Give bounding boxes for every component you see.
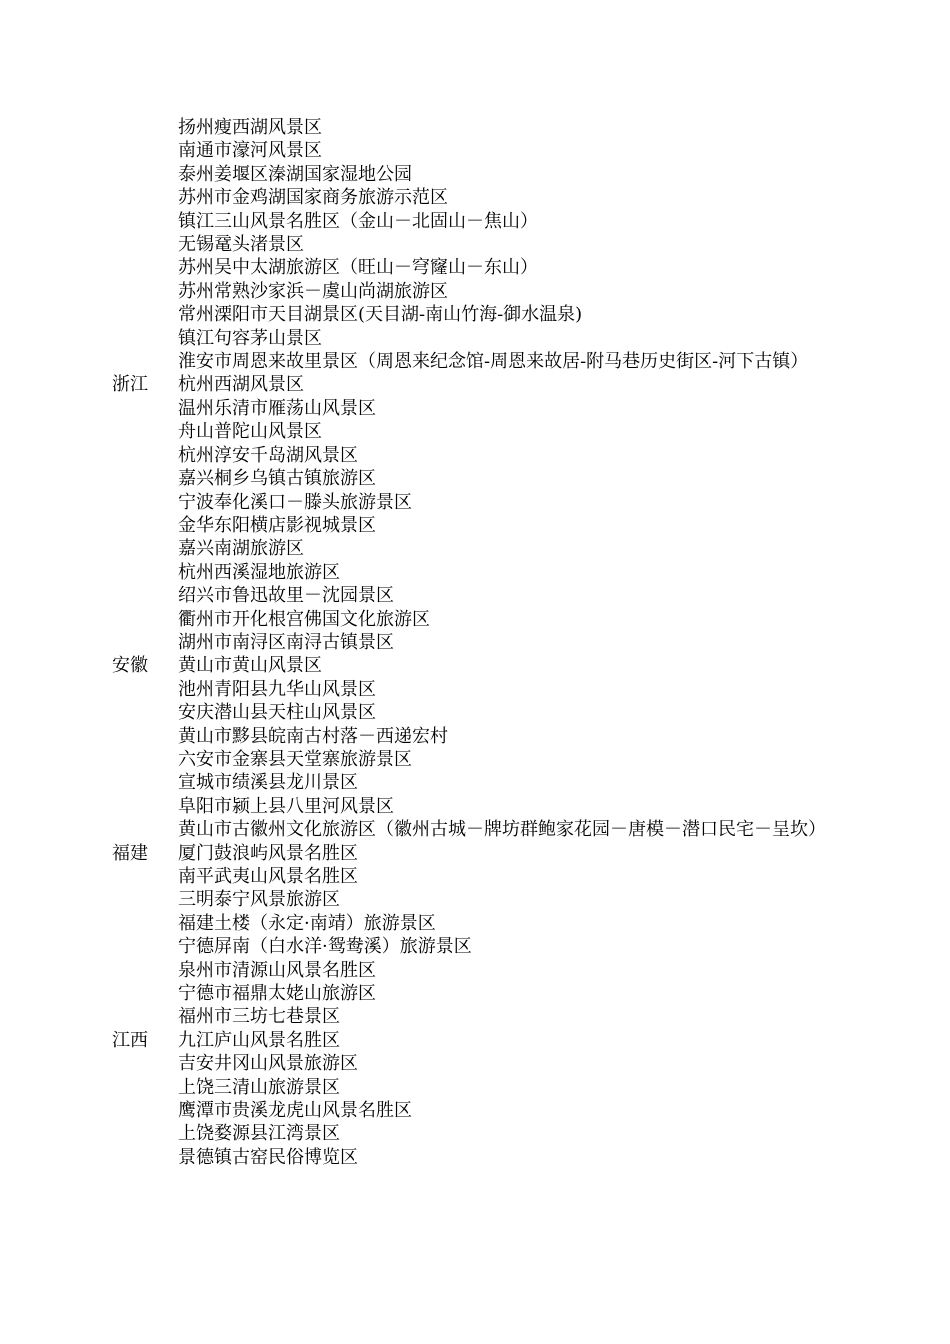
scenic-area-item: 吉安井冈山风景旅游区 (178, 1053, 358, 1075)
scenic-area-item: 扬州瘦西湖风景区 (178, 117, 322, 138)
province-section (0, 1029, 950, 1169)
scenic-area-item: 宁德屏南（白水洋·鸳鸯溪）旅游景区 (178, 936, 472, 958)
scenic-area-item: 上饶婺源县江湾景区 (178, 1123, 340, 1145)
scenic-area-item: 杭州西湖风景区 (178, 374, 304, 396)
province-section (0, 654, 950, 841)
scenic-area-list (178, 842, 824, 1029)
scenic-area-item: 上饶三清山旅游景区 (178, 1076, 340, 1098)
scenic-area-item: 黄山市古徽州文化旅游区（徽州古城－牌坊群鲍家花园－唐模－潜口民宅－呈坎） (178, 819, 826, 841)
scenic-area-item: 镇江三山风景名胜区（金山－北固山－焦山） (178, 210, 538, 232)
scenic-area-item: 福州市三坊七巷景区 (178, 1006, 340, 1028)
scenic-area-item: 黄山市黟县皖南古村落－西递宏村 (178, 725, 448, 747)
scenic-area-item: 无锡鼋头渚景区 (178, 234, 304, 256)
scenic-area-item: 三明泰宁风景旅游区 (178, 889, 340, 911)
scenic-area-item: 金华东阳横店影视城景区 (178, 514, 376, 536)
province-name: 安徽 (112, 655, 148, 677)
scenic-area-item: 温州乐清市雁荡山风景区 (178, 397, 376, 419)
scenic-area-item: 衢州市开化根宫佛国文化旅游区 (178, 608, 430, 630)
scenic-area-item: 镇江句容茅山景区 (178, 327, 322, 349)
scenic-area-item: 宁德市福鼎太姥山旅游区 (178, 983, 376, 1005)
scenic-area-item: 舟山普陀山风景区 (178, 421, 322, 443)
scenic-area-item: 景德镇古窑民俗博览区 (178, 1146, 358, 1168)
scenic-area-item: 宁波奉化溪口－滕头旅游景区 (178, 491, 412, 513)
scenic-area-list (178, 1029, 824, 1169)
scenic-area-item: 苏州常熟沙家浜－虞山尚湖旅游区 (178, 280, 448, 302)
scenic-area-item: 池州青阳县九华山风景区 (178, 678, 376, 700)
scenic-area-item: 黄山市黄山风景区 (178, 655, 322, 677)
scenic-area-item: 绍兴市鲁迅故里－沈园景区 (178, 585, 394, 607)
scenic-area-item: 常州溧阳市天目湖景区(天目湖-南山竹海-御水温泉) (178, 304, 583, 326)
province-section (0, 116, 950, 373)
scenic-area-list (178, 116, 824, 373)
scenic-area-item: 南平武夷山风景名胜区 (178, 866, 358, 887)
province-name: 浙江 (112, 374, 148, 396)
scenic-area-item: 六安市金寨县天堂寨旅游景区 (178, 748, 412, 770)
scenic-area-item: 泰州姜堰区溱湖国家湿地公园 (178, 163, 412, 185)
province-section (0, 373, 950, 654)
document-page (0, 116, 950, 1169)
scenic-area-item: 杭州淳安千岛湖风景区 (178, 444, 358, 466)
scenic-area-list (178, 373, 824, 654)
scenic-area-item: 阜阳市颍上县八里河风景区 (178, 795, 394, 817)
scenic-area-item: 苏州吴中太湖旅游区（旺山－穹窿山－东山） (178, 257, 538, 279)
scenic-area-item: 福建土楼（永定·南靖）旅游景区 (178, 912, 436, 934)
scenic-area-item: 宣城市绩溪县龙川景区 (178, 772, 358, 794)
scenic-area-item: 淮安市周恩来故里景区（周恩来纪念馆-周恩来故居-附马巷历史街区-河下古镇） (178, 351, 809, 373)
scenic-area-item: 泉州市清源山风景名胜区 (178, 959, 376, 981)
scenic-area-item: 安庆潜山县天柱山风景区 (178, 702, 376, 724)
province-name: 江西 (112, 1029, 148, 1051)
scenic-area-item: 嘉兴桐乡乌镇古镇旅游区 (178, 468, 376, 490)
scenic-area-item: 九江庐山风景名胜区 (178, 1029, 340, 1051)
scenic-area-item: 杭州西溪湿地旅游区 (178, 561, 340, 583)
scenic-area-item: 嘉兴南湖旅游区 (178, 538, 304, 560)
scenic-area-item: 苏州市金鸡湖国家商务旅游示范区 (178, 187, 448, 209)
scenic-area-item: 南通市濠河风景区 (178, 140, 322, 162)
province-name: 福建 (112, 842, 148, 864)
scenic-area-list (178, 654, 824, 841)
scenic-area-item: 鹰潭市贵溪龙虎山风景名胜区 (178, 1100, 412, 1122)
province-section (0, 842, 950, 1029)
scenic-area-item: 湖州市南浔区南浔古镇景区 (178, 631, 394, 653)
scenic-area-item: 厦门鼓浪屿风景名胜区 (178, 842, 358, 864)
